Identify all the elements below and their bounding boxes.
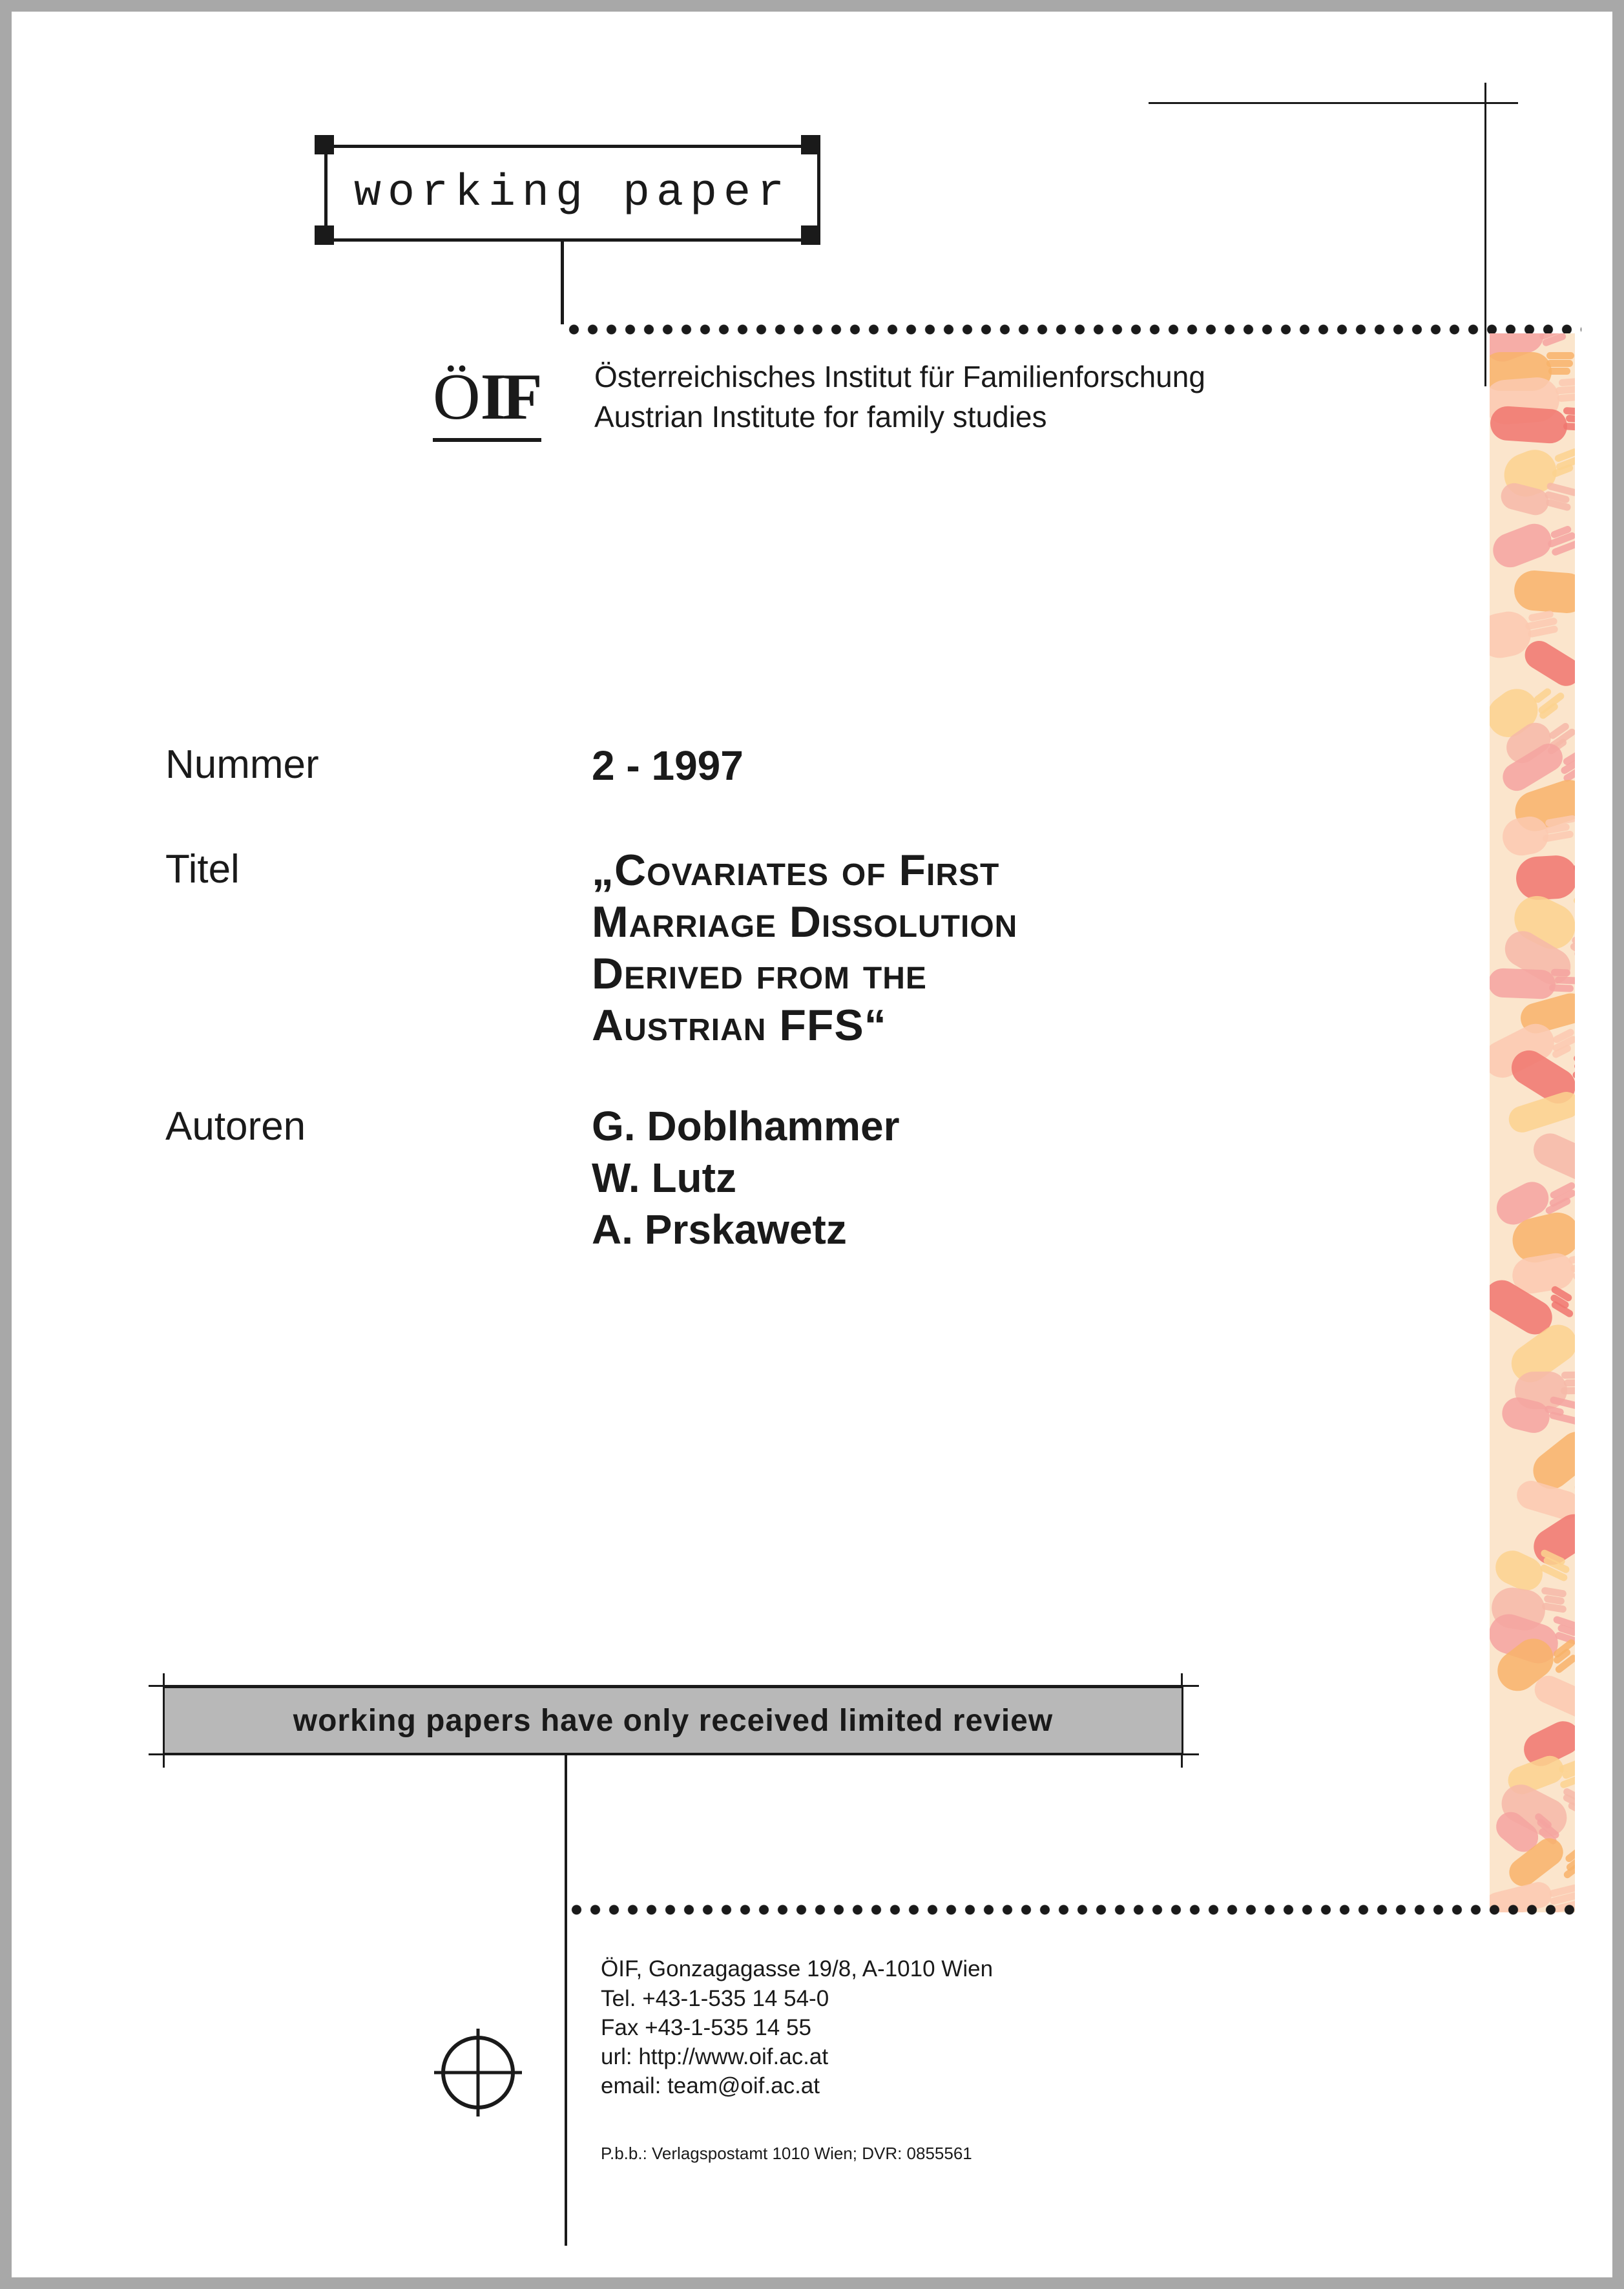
- bottom-dotted-line: [567, 1905, 1581, 1915]
- working-paper-badge-label: working paper: [353, 167, 791, 219]
- crosshair-icon: [434, 2029, 522, 2117]
- badge-corner-br: [801, 225, 820, 245]
- badge-stem: [561, 242, 564, 324]
- hand-shape: [1528, 1128, 1575, 1189]
- badge-corner-tr: [801, 135, 820, 154]
- document-page: [12, 12, 1612, 2277]
- author-3: A. Prskawetz: [592, 1206, 847, 1253]
- limited-review-notice: working papers have only received limited review: [163, 1686, 1183, 1755]
- hand-finger-shape: [1573, 949, 1575, 969]
- hand-finger-shape: [1566, 415, 1575, 423]
- bottom-vertical-line: [565, 1755, 567, 2246]
- hand-finger-shape: [1572, 1053, 1575, 1072]
- contact-url: url: http://www.oif.ac.at: [601, 2044, 829, 2069]
- institute-name-en: Austrian Institute for family studies: [594, 400, 1047, 434]
- crop-mark-top-horizontal: [1149, 102, 1518, 104]
- title-label: Titel: [165, 847, 240, 892]
- hand-finger-shape: [1561, 1387, 1575, 1395]
- hand-shape: [1515, 854, 1575, 901]
- postal-info: P.b.b.: Verlagspostamt 1010 Wien; DVR: 0855561: [601, 2144, 972, 2163]
- hand-finger-shape: [1546, 359, 1573, 366]
- hand-finger-shape: [1564, 1379, 1575, 1386]
- hand-shape: [1490, 968, 1556, 999]
- contact-email: email: team@oif.ac.at: [601, 2073, 820, 2098]
- hand-shape: [1490, 405, 1568, 444]
- hand-finger-shape: [1561, 1372, 1575, 1379]
- hand-finger-shape: [1567, 1801, 1575, 1821]
- authors-label: Autoren: [165, 1104, 306, 1149]
- title-line-1: „Covariates of First: [592, 846, 1000, 895]
- hand-finger-shape: [1549, 984, 1574, 992]
- title-line-2: Marriage Dissolution: [592, 897, 1018, 946]
- badge-corner-bl: [315, 225, 334, 245]
- working-paper-badge: [324, 145, 820, 242]
- hand-finger-shape: [1556, 385, 1575, 394]
- hand-shape: [1512, 569, 1575, 615]
- contact-address: ÖIF, Gonzagagasse 19/8, A-1010 Wien: [601, 1956, 994, 1981]
- hand-finger-shape: [1546, 351, 1574, 359]
- author-2: W. Lutz: [592, 1155, 736, 1201]
- number-label: Nummer: [165, 742, 319, 787]
- hand-finger-shape: [1568, 1254, 1575, 1264]
- hand-finger-shape: [1557, 393, 1575, 402]
- hand-finger-shape: [1548, 367, 1570, 374]
- title-line-4: Austrian FFS“: [592, 1001, 887, 1050]
- hand-finger-shape: [1569, 942, 1575, 961]
- hand-finger-shape: [1548, 1411, 1575, 1425]
- hand-finger-shape: [1572, 895, 1575, 911]
- crop-mark-top-vertical: [1484, 83, 1486, 386]
- author-1: G. Doblhammer: [592, 1103, 900, 1149]
- oif-logo: Ö IF: [433, 364, 544, 442]
- hand-finger-shape: [1555, 976, 1575, 985]
- hand-shape: [1490, 519, 1556, 572]
- hand-finger-shape: [1551, 968, 1571, 976]
- institute-name-de: Österreichisches Institut für Familienforschung: [594, 360, 1205, 393]
- title-line-3: Derived from the: [592, 949, 927, 998]
- decorative-hands-strip: [1490, 333, 1575, 1912]
- hand-finger-shape: [1559, 378, 1575, 387]
- contact-tel: Tel. +43-1-535 14 54-0: [601, 1986, 829, 2011]
- hand-shape: [1506, 1089, 1575, 1136]
- contact-fax: Fax +43-1-535 14 55: [601, 2015, 811, 2040]
- top-dotted-line: [565, 324, 1581, 335]
- number-value: 2 - 1997: [592, 742, 744, 789]
- badge-corner-tl: [315, 135, 334, 154]
